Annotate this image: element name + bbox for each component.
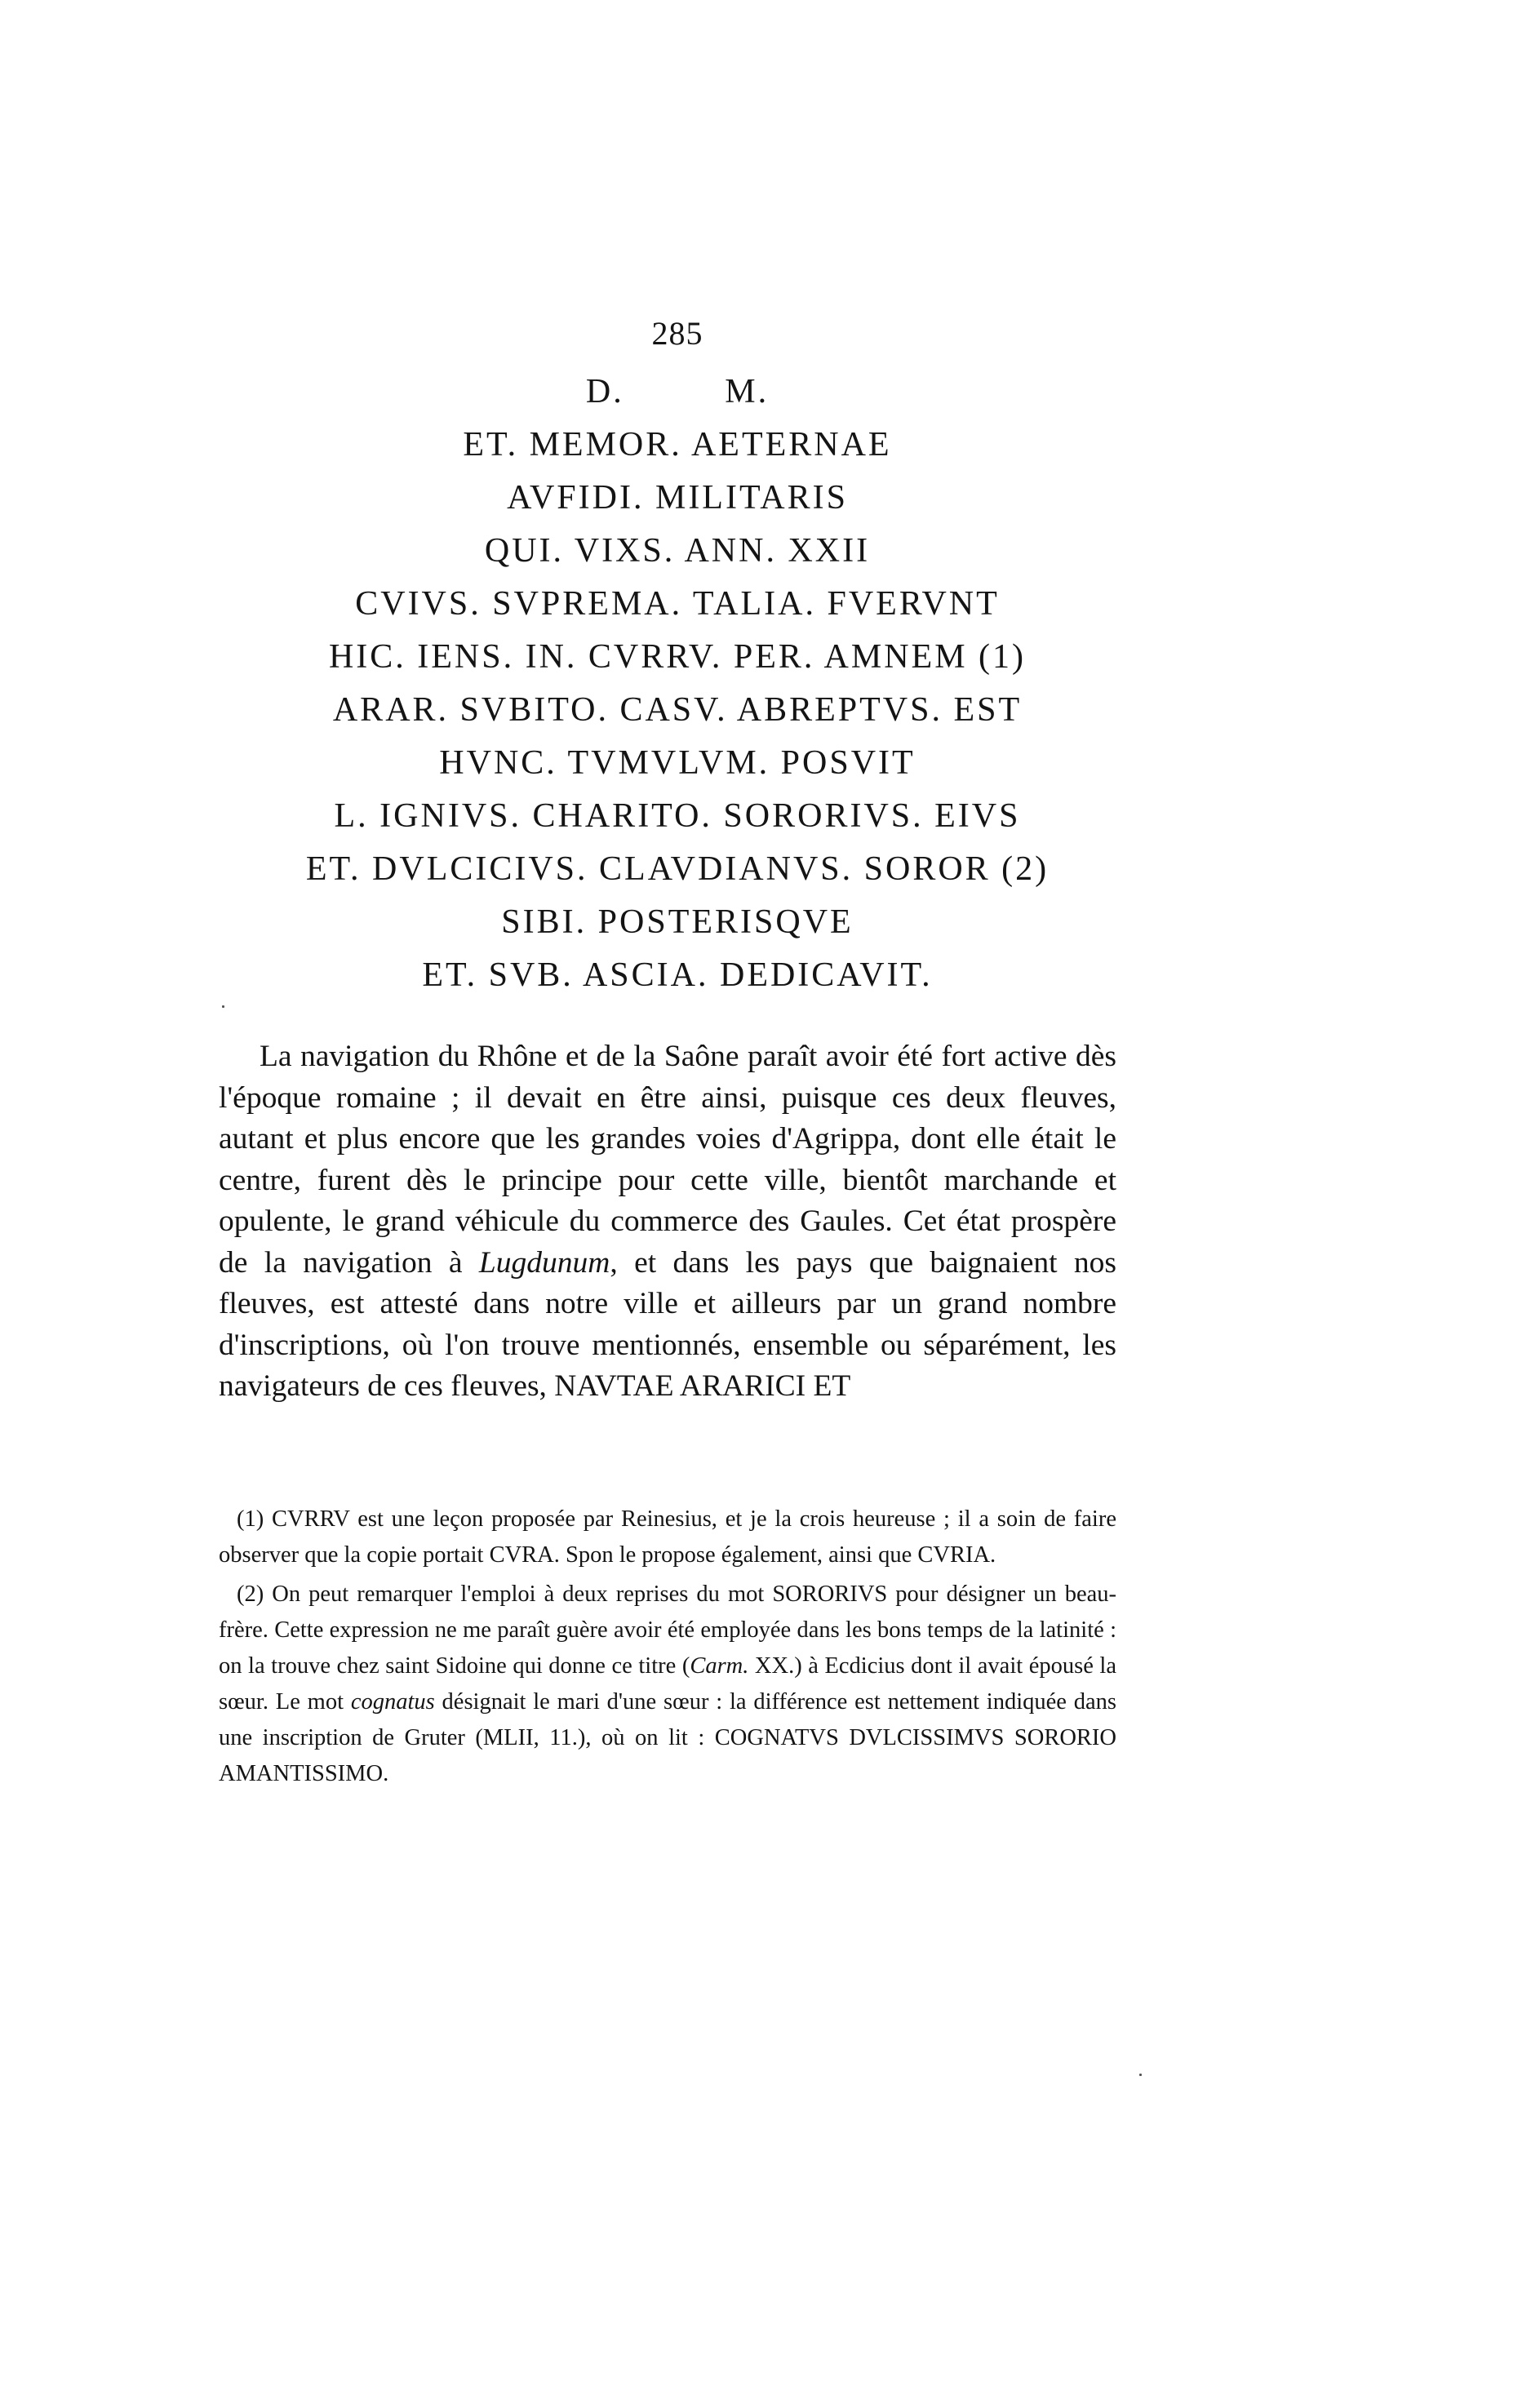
inscription-line: HIC. IENS. IN. CVRRV. PER. AMNEM (1) — [328, 638, 1027, 676]
footnote-1: (1) CVRRV est une leçon proposée par Reinesius, et je la crois heureuse ; il a soin de faire observer que la copie portait CVRA. Spon le propose également, ainsi que CVRIA. — [219, 1506, 1116, 1568]
inscription-line: ARAR. SVBITO. CASV. ABREPTVS. EST — [332, 691, 1023, 729]
scan-speck — [1139, 2074, 1142, 2076]
inscription-line: SIBI. POSTERISQVE — [501, 903, 854, 941]
paragraph-text-part: La navigation du Rhône et de la Saône paraît avoir été fort active dès l'époque romaine ; il devait en être ainsi, puisque ces deux fleuves, autant et plus encore que les grandes voies d'Agrippa, dont elle était le centre, furent dès le principe pour cette ville, bientôt marchande et opulente, le grand véhicule du commerce des Gaules. Cet état prospère de la navigation à — [219, 1040, 1116, 1280]
paragraph-text-part: , et dans les pays que baignaient nos fleuves, est attesté dans notre ville et ailleurs par un grand nombre d'inscriptions, où l'on trouve mentionnés, ensemble ou séparément, les navigateurs de ces fleuves, NAVTAE ARARICI ET — [219, 1245, 1117, 1403]
inscription-line: D. M. — [585, 373, 770, 410]
inscription-line: L. IGNIVS. CHARITO. SORORIVS. EIVS — [334, 797, 1021, 835]
page-number: 285 — [651, 315, 703, 352]
inscription-line: ET. MEMOR. AETERNAE — [463, 426, 892, 464]
footnote-text-part: (2) On peut remarquer l'emploi à deux reprises du mot SORORIVS pour désigner un beau-frère. Cette expression ne me paraît guère avoir été employée dans les bons temps de la latinité : on la trouve chez saint Sidoine qui donne ce titre ( — [219, 1582, 1116, 1679]
inscription-line: ET. SVB. ASCIA. DEDICAVIT. — [422, 956, 933, 994]
body-paragraph — [219, 1036, 1116, 1408]
footnote-italic: cognatus — [350, 1689, 435, 1715]
inscription-line: CVIVS. SVPREMA. TALIA. FVERVNT — [355, 585, 1000, 623]
footnote-text-part: désignait le mari d'une sœur : la différence est nettement indiquée dans une inscription de Gruter (MLII, 11.), où on lit : COGNATVS DVLCISSIMVS SORORIO AMANTISSIMO. — [219, 1689, 1116, 1786]
footnote-italic: Carm. — [690, 1653, 749, 1679]
footnote-text-part: XX.) à Ecdicius dont il avait épousé la sœur. Le mot — [219, 1653, 1116, 1715]
inscription-line: HVNC. TVMVLVM. POSVIT — [439, 744, 916, 782]
footnote-2 — [219, 1577, 1116, 1792]
inscription-line: AVFIDI. MILITARIS — [507, 479, 848, 517]
footnotes — [219, 1502, 1116, 1795]
inscription-line: QUI. VIXS. ANN. XXII — [484, 532, 871, 570]
paragraph-text — [219, 1036, 1116, 1408]
italic-place-name: Lugdunum — [478, 1245, 610, 1280]
inscription-line: ET. DVLCICIVS. CLAVDIANVS. SOROR (2) — [305, 850, 1050, 888]
scan-speck — [222, 1005, 224, 1008]
latin-inscription — [0, 366, 1355, 1002]
